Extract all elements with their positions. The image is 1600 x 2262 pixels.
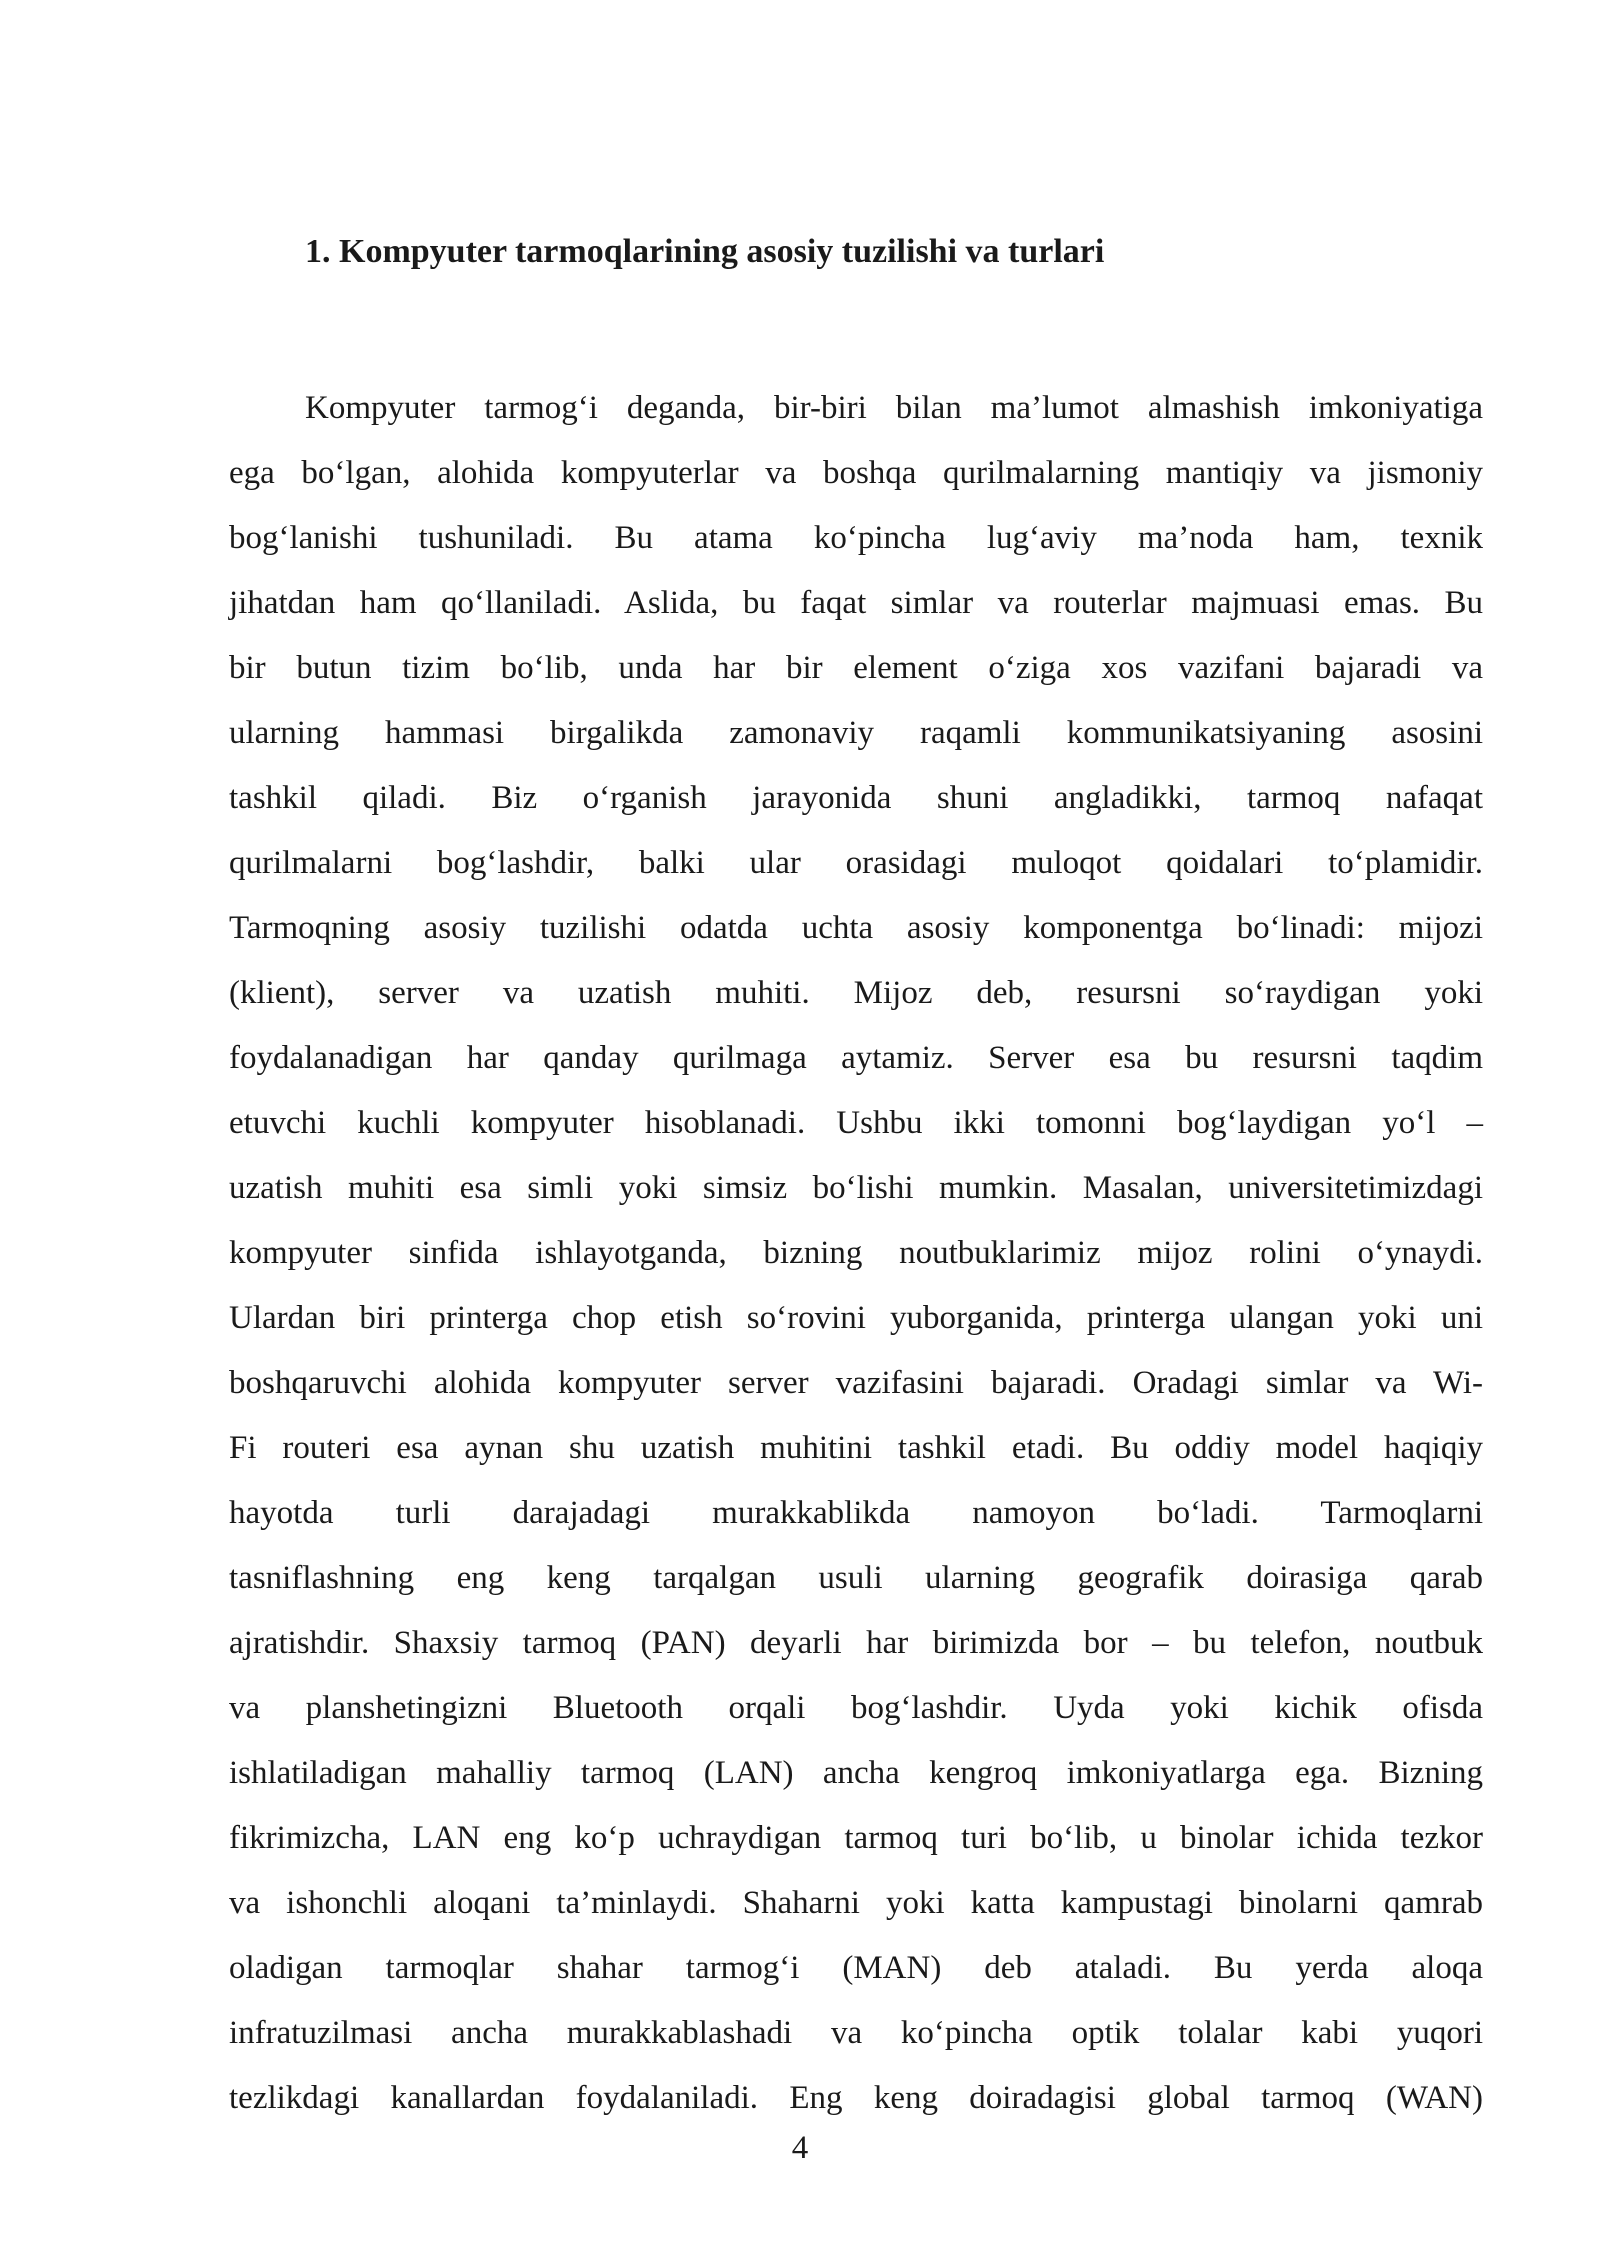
paragraph-line: Fi routeri esa aynan shu uzatish muhitini tashkil etadi. Bu oddiy model haqiqiy (229, 1430, 1483, 1466)
paragraph-line: foydalanadigan har qanday qurilmaga aytamiz. Server esa bu resursni taqdim (229, 1040, 1483, 1076)
paragraph-line: ishlatiladigan mahalliy tarmoq (LAN) ancha kengroq imkoniyatlarga ega. Bizning (229, 1755, 1483, 1791)
paragraph-line: boshqaruvchi alohida kompyuter server vazifasini bajaradi. Oradagi simlar va Wi- (229, 1365, 1483, 1401)
paragraph-line: bog‘lanishi tushuniladi. Bu atama ko‘pincha lug‘aviy ma’noda ham, texnik (229, 520, 1483, 556)
paragraph-line: tezlikdagi kanallardan foydalaniladi. Eng keng doiradagisi global tarmoq (WAN) (229, 2080, 1483, 2116)
paragraph-line: Ulardan biri printerga chop etish so‘rovini yuborganida, printerga ulangan yoki uni (229, 1300, 1483, 1336)
paragraph-line: kompyuter sinfida ishlayotganda, bizning noutbuklarimiz mijoz rolini o‘ynaydi. (229, 1235, 1483, 1271)
paragraph-line: oladigan tarmoqlar shahar tarmog‘i (MAN) deb ataladi. Bu yerda aloqa (229, 1950, 1483, 1986)
paragraph-line: qurilmalarni bog‘lashdir, balki ular orasidagi muloqot qoidalari to‘plamidir. (229, 845, 1483, 881)
paragraph-line: ega bo‘lgan, alohida kompyuterlar va boshqa qurilmalarning mantiqiy va jismoniy (229, 455, 1483, 491)
paragraph-line: fikrimizcha, LAN eng ko‘p uchraydigan tarmoq turi bo‘lib, u binolar ichida tezkor (229, 1820, 1483, 1856)
paragraph-line: infratuzilmasi ancha murakkablashadi va ko‘pincha optik tolalar kabi yuqori (229, 2015, 1483, 2051)
paragraph-line: ularning hammasi birgalikda zamonaviy raqamli kommunikatsiyaning asosini (229, 715, 1483, 751)
page-number: 4 (791, 2130, 809, 2166)
paragraph-line: bir butun tizim bo‘lib, unda har bir element o‘ziga xos vazifani bajaradi va (229, 650, 1483, 686)
body-paragraph (229, 376, 1483, 2131)
paragraph-line: Kompyuter tarmog‘i deganda, bir-biri bilan ma’lumot almashish imkoniyatiga (305, 390, 1483, 426)
paragraph-line: tashkil qiladi. Biz o‘rganish jarayonida shuni angladikki, tarmoq nafaqat (229, 780, 1483, 816)
section-heading: 1. Kompyuter tarmoqlarining asosiy tuzilishi va turlari (305, 233, 1105, 270)
paragraph-line: Tarmoqning asosiy tuzilishi odatda uchta asosiy komponentga bo‘linadi: mijozi (229, 910, 1483, 946)
paragraph-line: uzatish muhiti esa simli yoki simsiz bo‘lishi mumkin. Masalan, universitetimizdagi (229, 1170, 1483, 1206)
paragraph-line: hayotda turli darajadagi murakkablikda namoyon bo‘ladi. Tarmoqlarni (229, 1495, 1483, 1531)
paragraph-line: jihatdan ham qo‘llaniladi. Aslida, bu faqat simlar va routerlar majmuasi emas. Bu (229, 585, 1483, 621)
paragraph-line: ajratishdir. Shaxsiy tarmoq (PAN) deyarli har birimizda bor – bu telefon, noutbuk (229, 1625, 1483, 1661)
paragraph-line: va planshetingizni Bluetooth orqali bog‘lashdir. Uyda yoki kichik ofisda (229, 1690, 1483, 1726)
paragraph-line: (klient), server va uzatish muhiti. Mijoz deb, resursni so‘raydigan yoki (229, 975, 1483, 1011)
paragraph-line: etuvchi kuchli kompyuter hisoblanadi. Ushbu ikki tomonni bog‘laydigan yo‘l – (229, 1105, 1483, 1141)
paragraph-line: tasniflashning eng keng tarqalgan usuli ularning geografik doirasiga qarab (229, 1560, 1483, 1596)
paragraph-line: va ishonchli aloqani ta’minlaydi. Shaharni yoki katta kampustagi binolarni qamrab (229, 1885, 1483, 1921)
